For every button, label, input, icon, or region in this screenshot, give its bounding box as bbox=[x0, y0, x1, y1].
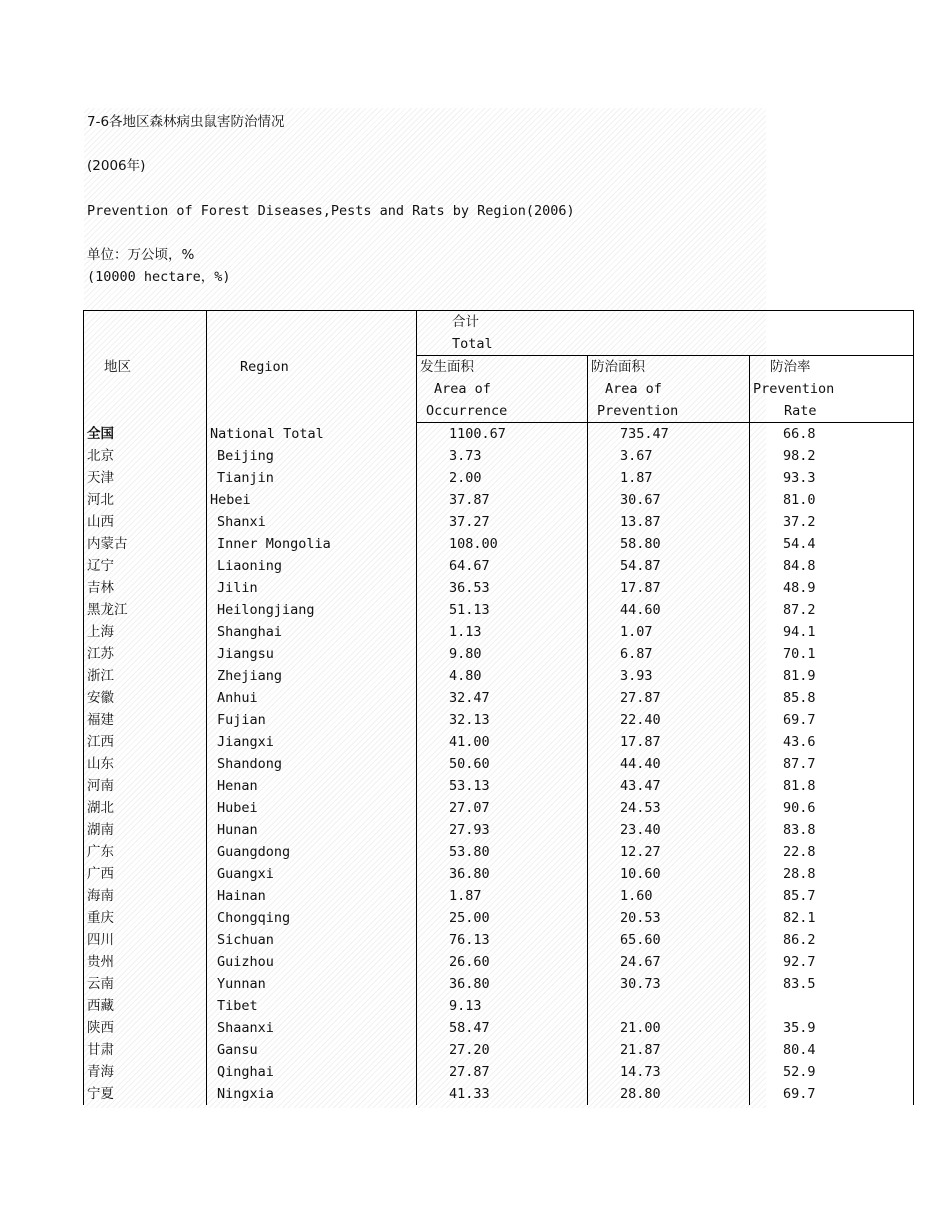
forest-prevention-table bbox=[83, 310, 914, 1105]
header-occ-en1: Area of bbox=[417, 378, 588, 400]
prevention-area-cell: 30.67 bbox=[588, 489, 750, 511]
prevention-rate-cell: 43.6 bbox=[750, 731, 914, 753]
prevention-area-cell: 30.73 bbox=[588, 973, 750, 995]
region-en-cell: Guizhou bbox=[207, 951, 417, 973]
region-cn-cell: 福建 bbox=[84, 709, 207, 731]
occurrence-area-cell: 51.13 bbox=[417, 599, 588, 621]
unit-label-english: (10000 hectare，%) bbox=[87, 269, 231, 285]
table-row bbox=[84, 1017, 914, 1039]
page-title-english: Prevention of Forest Diseases,Pests and Rats by Region(2006) bbox=[87, 203, 575, 219]
region-cn-cell: 西藏 bbox=[84, 995, 207, 1017]
occurrence-area-cell: 36.80 bbox=[417, 863, 588, 885]
prevention-rate-cell: 81.0 bbox=[750, 489, 914, 511]
occurrence-area-cell: 53.80 bbox=[417, 841, 588, 863]
table-row bbox=[84, 885, 914, 907]
table-row bbox=[84, 555, 914, 577]
occurrence-area-cell: 50.60 bbox=[417, 753, 588, 775]
region-en-cell: Anhui bbox=[207, 687, 417, 709]
table-row bbox=[84, 445, 914, 467]
region-en-cell: Sichuan bbox=[207, 929, 417, 951]
prevention-area-cell: 14.73 bbox=[588, 1061, 750, 1083]
header-occ-cn bbox=[417, 356, 588, 379]
region-en-cell: Qinghai bbox=[207, 1061, 417, 1083]
region-en-cell: Hunan bbox=[207, 819, 417, 841]
prevention-area-cell: 28.80 bbox=[588, 1083, 750, 1105]
region-cn-cell: 全国 bbox=[84, 423, 207, 446]
prevention-rate-cell: 81.9 bbox=[750, 665, 914, 687]
prevention-area-cell: 23.40 bbox=[588, 819, 750, 841]
region-cn-cell: 云南 bbox=[84, 973, 207, 995]
occurrence-area-cell: 27.20 bbox=[417, 1039, 588, 1061]
prevention-rate-cell: 69.7 bbox=[750, 1083, 914, 1105]
region-en-cell: Shanghai bbox=[207, 621, 417, 643]
header-rate-cn bbox=[750, 356, 914, 379]
prevention-area-cell: 44.60 bbox=[588, 599, 750, 621]
region-en-cell: Fujian bbox=[207, 709, 417, 731]
occurrence-area-cell: 58.47 bbox=[417, 1017, 588, 1039]
prevention-area-cell: 12.27 bbox=[588, 841, 750, 863]
region-en-cell: Gansu bbox=[207, 1039, 417, 1061]
region-cn-cell: 青海 bbox=[84, 1061, 207, 1083]
table-row bbox=[84, 1039, 914, 1061]
header-total-cn-label: 合计 bbox=[452, 314, 479, 330]
occurrence-area-cell: 9.80 bbox=[417, 643, 588, 665]
prevention-area-cell: 13.87 bbox=[588, 511, 750, 533]
occurrence-area-cell: 9.13 bbox=[417, 995, 588, 1017]
region-cn-cell: 黑龙江 bbox=[84, 599, 207, 621]
occurrence-area-cell: 37.27 bbox=[417, 511, 588, 533]
region-en-cell: Shaanxi bbox=[207, 1017, 417, 1039]
table-row bbox=[84, 709, 914, 731]
prevention-area-cell: 65.60 bbox=[588, 929, 750, 951]
prevention-area-cell: 1.87 bbox=[588, 467, 750, 489]
region-cn-cell: 安徽 bbox=[84, 687, 207, 709]
region-en-cell: National Total bbox=[207, 423, 417, 446]
occurrence-area-cell: 64.67 bbox=[417, 555, 588, 577]
prevention-rate-cell: 28.8 bbox=[750, 863, 914, 885]
table-row bbox=[84, 775, 914, 797]
prevention-rate-cell: 80.4 bbox=[750, 1039, 914, 1061]
header-prev-cn bbox=[588, 356, 750, 379]
unit-label-chinese: 单位：万公顷，% bbox=[87, 247, 195, 263]
region-en-cell: Beijing bbox=[207, 445, 417, 467]
table-row bbox=[84, 511, 914, 533]
occurrence-area-cell: 76.13 bbox=[417, 929, 588, 951]
header-prev-cn-label: 防治面积 bbox=[591, 359, 645, 375]
region-cn-cell: 河南 bbox=[84, 775, 207, 797]
header-row-1 bbox=[84, 311, 914, 334]
prevention-area-cell: 1.60 bbox=[588, 885, 750, 907]
occurrence-area-cell: 1.87 bbox=[417, 885, 588, 907]
header-prev-en1: Area of bbox=[588, 378, 750, 400]
prevention-rate-cell: 81.8 bbox=[750, 775, 914, 797]
table-row bbox=[84, 863, 914, 885]
prevention-area-cell: 27.87 bbox=[588, 687, 750, 709]
occurrence-area-cell: 2.00 bbox=[417, 467, 588, 489]
prevention-area-cell: 17.87 bbox=[588, 731, 750, 753]
table-row bbox=[84, 995, 914, 1017]
prevention-rate-cell: 66.8 bbox=[750, 423, 914, 446]
region-en-cell: Hebei bbox=[207, 489, 417, 511]
table-row bbox=[84, 819, 914, 841]
prevention-rate-cell: 70.1 bbox=[750, 643, 914, 665]
region-en-cell: Jiangsu bbox=[207, 643, 417, 665]
prevention-rate-cell: 69.7 bbox=[750, 709, 914, 731]
occurrence-area-cell: 26.60 bbox=[417, 951, 588, 973]
region-en-cell: Inner Mongolia bbox=[207, 533, 417, 555]
region-en-cell: Ningxia bbox=[207, 1083, 417, 1105]
region-en-cell: Hainan bbox=[207, 885, 417, 907]
occurrence-area-cell: 32.13 bbox=[417, 709, 588, 731]
prevention-area-cell: 24.53 bbox=[588, 797, 750, 819]
table-row bbox=[84, 1061, 914, 1083]
prevention-area-cell: 44.40 bbox=[588, 753, 750, 775]
region-cn-cell: 吉林 bbox=[84, 577, 207, 599]
prevention-rate-cell: 85.7 bbox=[750, 885, 914, 907]
table-row bbox=[84, 621, 914, 643]
prevention-rate-cell: 83.5 bbox=[750, 973, 914, 995]
region-en-cell: Shandong bbox=[207, 753, 417, 775]
header-region-cn bbox=[84, 311, 207, 423]
prevention-area-cell: 58.80 bbox=[588, 533, 750, 555]
prevention-area-cell: 3.93 bbox=[588, 665, 750, 687]
prevention-rate-cell: 86.2 bbox=[750, 929, 914, 951]
table-row bbox=[84, 731, 914, 753]
region-cn-cell: 湖南 bbox=[84, 819, 207, 841]
region-cn-cell: 海南 bbox=[84, 885, 207, 907]
region-en-cell: Henan bbox=[207, 775, 417, 797]
region-en-cell: Guangxi bbox=[207, 863, 417, 885]
prevention-rate-cell: 90.6 bbox=[750, 797, 914, 819]
prevention-rate-cell: 82.1 bbox=[750, 907, 914, 929]
occurrence-area-cell: 32.47 bbox=[417, 687, 588, 709]
table-row bbox=[84, 577, 914, 599]
region-cn-cell: 湖北 bbox=[84, 797, 207, 819]
occurrence-area-cell: 36.80 bbox=[417, 973, 588, 995]
prevention-area-cell: 24.67 bbox=[588, 951, 750, 973]
prevention-rate-cell: 87.2 bbox=[750, 599, 914, 621]
prevention-rate-cell: 52.9 bbox=[750, 1061, 914, 1083]
occurrence-area-cell: 1.13 bbox=[417, 621, 588, 643]
header-occ-cn-label: 发生面积 bbox=[420, 359, 474, 375]
occurrence-area-cell: 41.00 bbox=[417, 731, 588, 753]
region-cn-cell: 江苏 bbox=[84, 643, 207, 665]
prevention-area-cell: 17.87 bbox=[588, 577, 750, 599]
region-cn-cell: 贵州 bbox=[84, 951, 207, 973]
region-cn-cell: 河北 bbox=[84, 489, 207, 511]
prevention-rate-cell: 98.2 bbox=[750, 445, 914, 467]
occurrence-area-cell: 4.80 bbox=[417, 665, 588, 687]
table-row bbox=[84, 1083, 914, 1105]
region-en-cell: Heilongjiang bbox=[207, 599, 417, 621]
header-prev-en2: Prevention bbox=[588, 400, 750, 423]
occurrence-area-cell: 1100.67 bbox=[417, 423, 588, 446]
occurrence-area-cell: 27.07 bbox=[417, 797, 588, 819]
table-row bbox=[84, 687, 914, 709]
prevention-rate-cell: 83.8 bbox=[750, 819, 914, 841]
region-cn-cell: 浙江 bbox=[84, 665, 207, 687]
table-row bbox=[84, 467, 914, 489]
region-en-cell: Chongqing bbox=[207, 907, 417, 929]
page-title: 7-6各地区森林病虫鼠害防治情况 bbox=[87, 114, 285, 130]
prevention-rate-cell: 54.4 bbox=[750, 533, 914, 555]
region-cn-cell: 广西 bbox=[84, 863, 207, 885]
prevention-area-cell: 21.00 bbox=[588, 1017, 750, 1039]
region-cn-cell: 江西 bbox=[84, 731, 207, 753]
header-occ-en2: Occurrence bbox=[417, 400, 588, 423]
region-cn-cell: 山西 bbox=[84, 511, 207, 533]
prevention-area-cell: 6.87 bbox=[588, 643, 750, 665]
header-total-cn bbox=[417, 311, 914, 334]
prevention-area-cell bbox=[588, 995, 750, 1017]
region-en-cell: Tibet bbox=[207, 995, 417, 1017]
region-cn-cell: 上海 bbox=[84, 621, 207, 643]
prevention-rate-cell: 85.8 bbox=[750, 687, 914, 709]
region-en-cell: Jilin bbox=[207, 577, 417, 599]
region-cn-cell: 甘肃 bbox=[84, 1039, 207, 1061]
prevention-area-cell: 54.87 bbox=[588, 555, 750, 577]
table-row bbox=[84, 643, 914, 665]
table-row bbox=[84, 665, 914, 687]
prevention-rate-cell: 94.1 bbox=[750, 621, 914, 643]
region-cn-cell: 辽宁 bbox=[84, 555, 207, 577]
region-en-cell: Zhejiang bbox=[207, 665, 417, 687]
occurrence-area-cell: 108.00 bbox=[417, 533, 588, 555]
header-rate-cn-label: 防治率 bbox=[770, 359, 811, 375]
table-row bbox=[84, 533, 914, 555]
table-row bbox=[84, 489, 914, 511]
table-row bbox=[84, 929, 914, 951]
region-en-cell: Guangdong bbox=[207, 841, 417, 863]
year-label: (2006年) bbox=[87, 158, 146, 174]
region-cn-cell: 陕西 bbox=[84, 1017, 207, 1039]
region-cn-cell: 重庆 bbox=[84, 907, 207, 929]
region-cn-cell: 北京 bbox=[84, 445, 207, 467]
prevention-area-cell: 735.47 bbox=[588, 423, 750, 446]
table-row bbox=[84, 423, 914, 446]
region-cn-cell: 内蒙古 bbox=[84, 533, 207, 555]
table-row bbox=[84, 753, 914, 775]
occurrence-area-cell: 25.00 bbox=[417, 907, 588, 929]
table-row bbox=[84, 973, 914, 995]
region-en-cell: Jiangxi bbox=[207, 731, 417, 753]
table-body bbox=[84, 311, 914, 1106]
occurrence-area-cell: 53.13 bbox=[417, 775, 588, 797]
prevention-rate-cell: 93.3 bbox=[750, 467, 914, 489]
region-cn-cell: 宁夏 bbox=[84, 1083, 207, 1105]
table-row bbox=[84, 907, 914, 929]
prevention-rate-cell: 84.8 bbox=[750, 555, 914, 577]
table-row bbox=[84, 599, 914, 621]
prevention-area-cell: 1.07 bbox=[588, 621, 750, 643]
prevention-area-cell: 20.53 bbox=[588, 907, 750, 929]
region-cn-cell: 山东 bbox=[84, 753, 207, 775]
region-cn-cell: 四川 bbox=[84, 929, 207, 951]
region-en-cell: Liaoning bbox=[207, 555, 417, 577]
prevention-rate-cell: 22.8 bbox=[750, 841, 914, 863]
occurrence-area-cell: 36.53 bbox=[417, 577, 588, 599]
table-row bbox=[84, 841, 914, 863]
occurrence-area-cell: 27.87 bbox=[417, 1061, 588, 1083]
header-rate-en1: Prevention bbox=[750, 378, 914, 400]
table-row bbox=[84, 797, 914, 819]
occurrence-area-cell: 27.93 bbox=[417, 819, 588, 841]
prevention-area-cell: 22.40 bbox=[588, 709, 750, 731]
prevention-rate-cell: 48.9 bbox=[750, 577, 914, 599]
prevention-area-cell: 3.67 bbox=[588, 445, 750, 467]
occurrence-area-cell: 37.87 bbox=[417, 489, 588, 511]
occurrence-area-cell: 41.33 bbox=[417, 1083, 588, 1105]
region-en-cell: Shanxi bbox=[207, 511, 417, 533]
prevention-rate-cell: 92.7 bbox=[750, 951, 914, 973]
prevention-area-cell: 10.60 bbox=[588, 863, 750, 885]
prevention-rate-cell: 35.9 bbox=[750, 1017, 914, 1039]
header-region-cn-label: 地区 bbox=[104, 358, 131, 375]
header-region-en: Region bbox=[207, 311, 417, 423]
region-cn-cell: 广东 bbox=[84, 841, 207, 863]
table-row bbox=[84, 951, 914, 973]
prevention-rate-cell: 37.2 bbox=[750, 511, 914, 533]
prevention-rate-cell bbox=[750, 995, 914, 1017]
prevention-rate-cell: 87.7 bbox=[750, 753, 914, 775]
region-cn-cell: 天津 bbox=[84, 467, 207, 489]
header-rate-en2: Rate bbox=[750, 400, 914, 423]
region-en-cell: Hubei bbox=[207, 797, 417, 819]
region-en-cell: Yunnan bbox=[207, 973, 417, 995]
prevention-area-cell: 21.87 bbox=[588, 1039, 750, 1061]
occurrence-area-cell: 3.73 bbox=[417, 445, 588, 467]
region-en-cell: Tianjin bbox=[207, 467, 417, 489]
prevention-area-cell: 43.47 bbox=[588, 775, 750, 797]
header-total-en: Total bbox=[417, 333, 914, 356]
